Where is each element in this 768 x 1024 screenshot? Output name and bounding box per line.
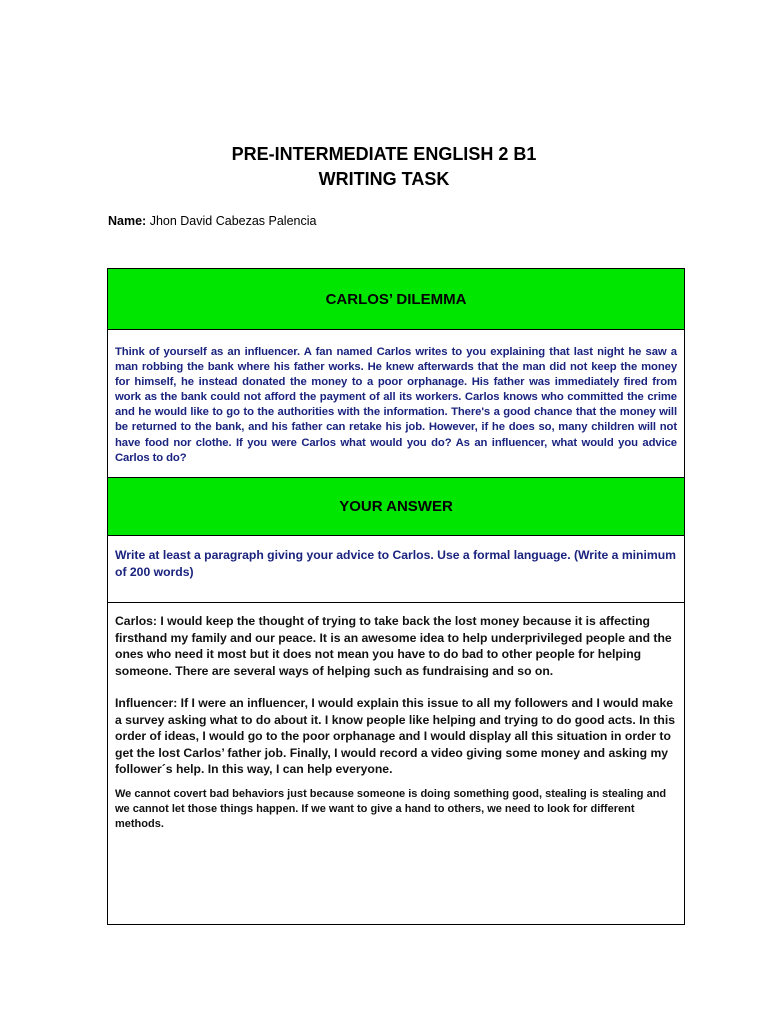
answer-paragraph-influencer: Influencer: If I were an influencer, I would explain this issue to all my followers and I would make a survey asking what to do about it. I know people like helping and trying to do good acts. In this order of ideas, I would go to the poor orphanage and I would display all this situation in order to get the lost Carlos’ father job. Finally, I would record a video giving some money and asking my follower´s help. In this way, I can help everyone.	[115, 696, 676, 776]
document-title	[0, 142, 768, 192]
name-value: Jhon David Cabezas Palencia	[149, 214, 317, 228]
answer-paragraph-carlos: Carlos: I would keep the thought of trying to take back the lost money because it is affecting firsthand my family and our peace. It is an awesome idea to help underprivileged people and the ones who need it most but it does not mean you have to do bad to other people for helping someone. There are several ways of helping such as fundraising and so on.	[115, 614, 672, 678]
title-line-1: PRE-INTERMEDIATE ENGLISH 2 B1	[231, 144, 537, 164]
student-name-row	[108, 214, 316, 228]
dilemma-header	[108, 269, 684, 330]
dilemma-text: Think of yourself as an influencer. A fan named Carlos writes to you explaining that last night he saw a man robbing the bank where his father works. He knew afterwards that the man did not keep the money for himself, he instead donated the money to a poor orphanage. His father was immediately fired from work as the bank could not afford the payment of all its workers. Carlos knows who committed the crime and he would like to go to the authorities with the information. There's a good chance that the money will be returned to the bank, and his father can retake his job. However, if he does so, many children will not have food nor clothe. If you were Carlos what would you do? As an influencer, what would you advice Carlos to do?	[108, 330, 684, 478]
name-label: Name:	[108, 214, 147, 228]
answer-paragraph-conclusion: We cannot covert bad behaviors just because someone is doing something good, stealing is stealing and we cannot let those things happen. If we want to give a hand to others, we need to look for different methods.	[115, 787, 667, 830]
answer-instruction: Write at least a paragraph giving your advice to Carlos. Use a formal language. (Write a minimum of 200 words)	[108, 536, 684, 603]
task-table	[107, 268, 685, 925]
title-line-2: WRITING TASK	[318, 169, 450, 189]
dilemma-title: CARLOS’ DILEMMA	[325, 290, 467, 308]
answer-area	[108, 603, 684, 924]
answer-header	[108, 478, 684, 536]
answer-title: YOUR ANSWER	[339, 498, 453, 515]
